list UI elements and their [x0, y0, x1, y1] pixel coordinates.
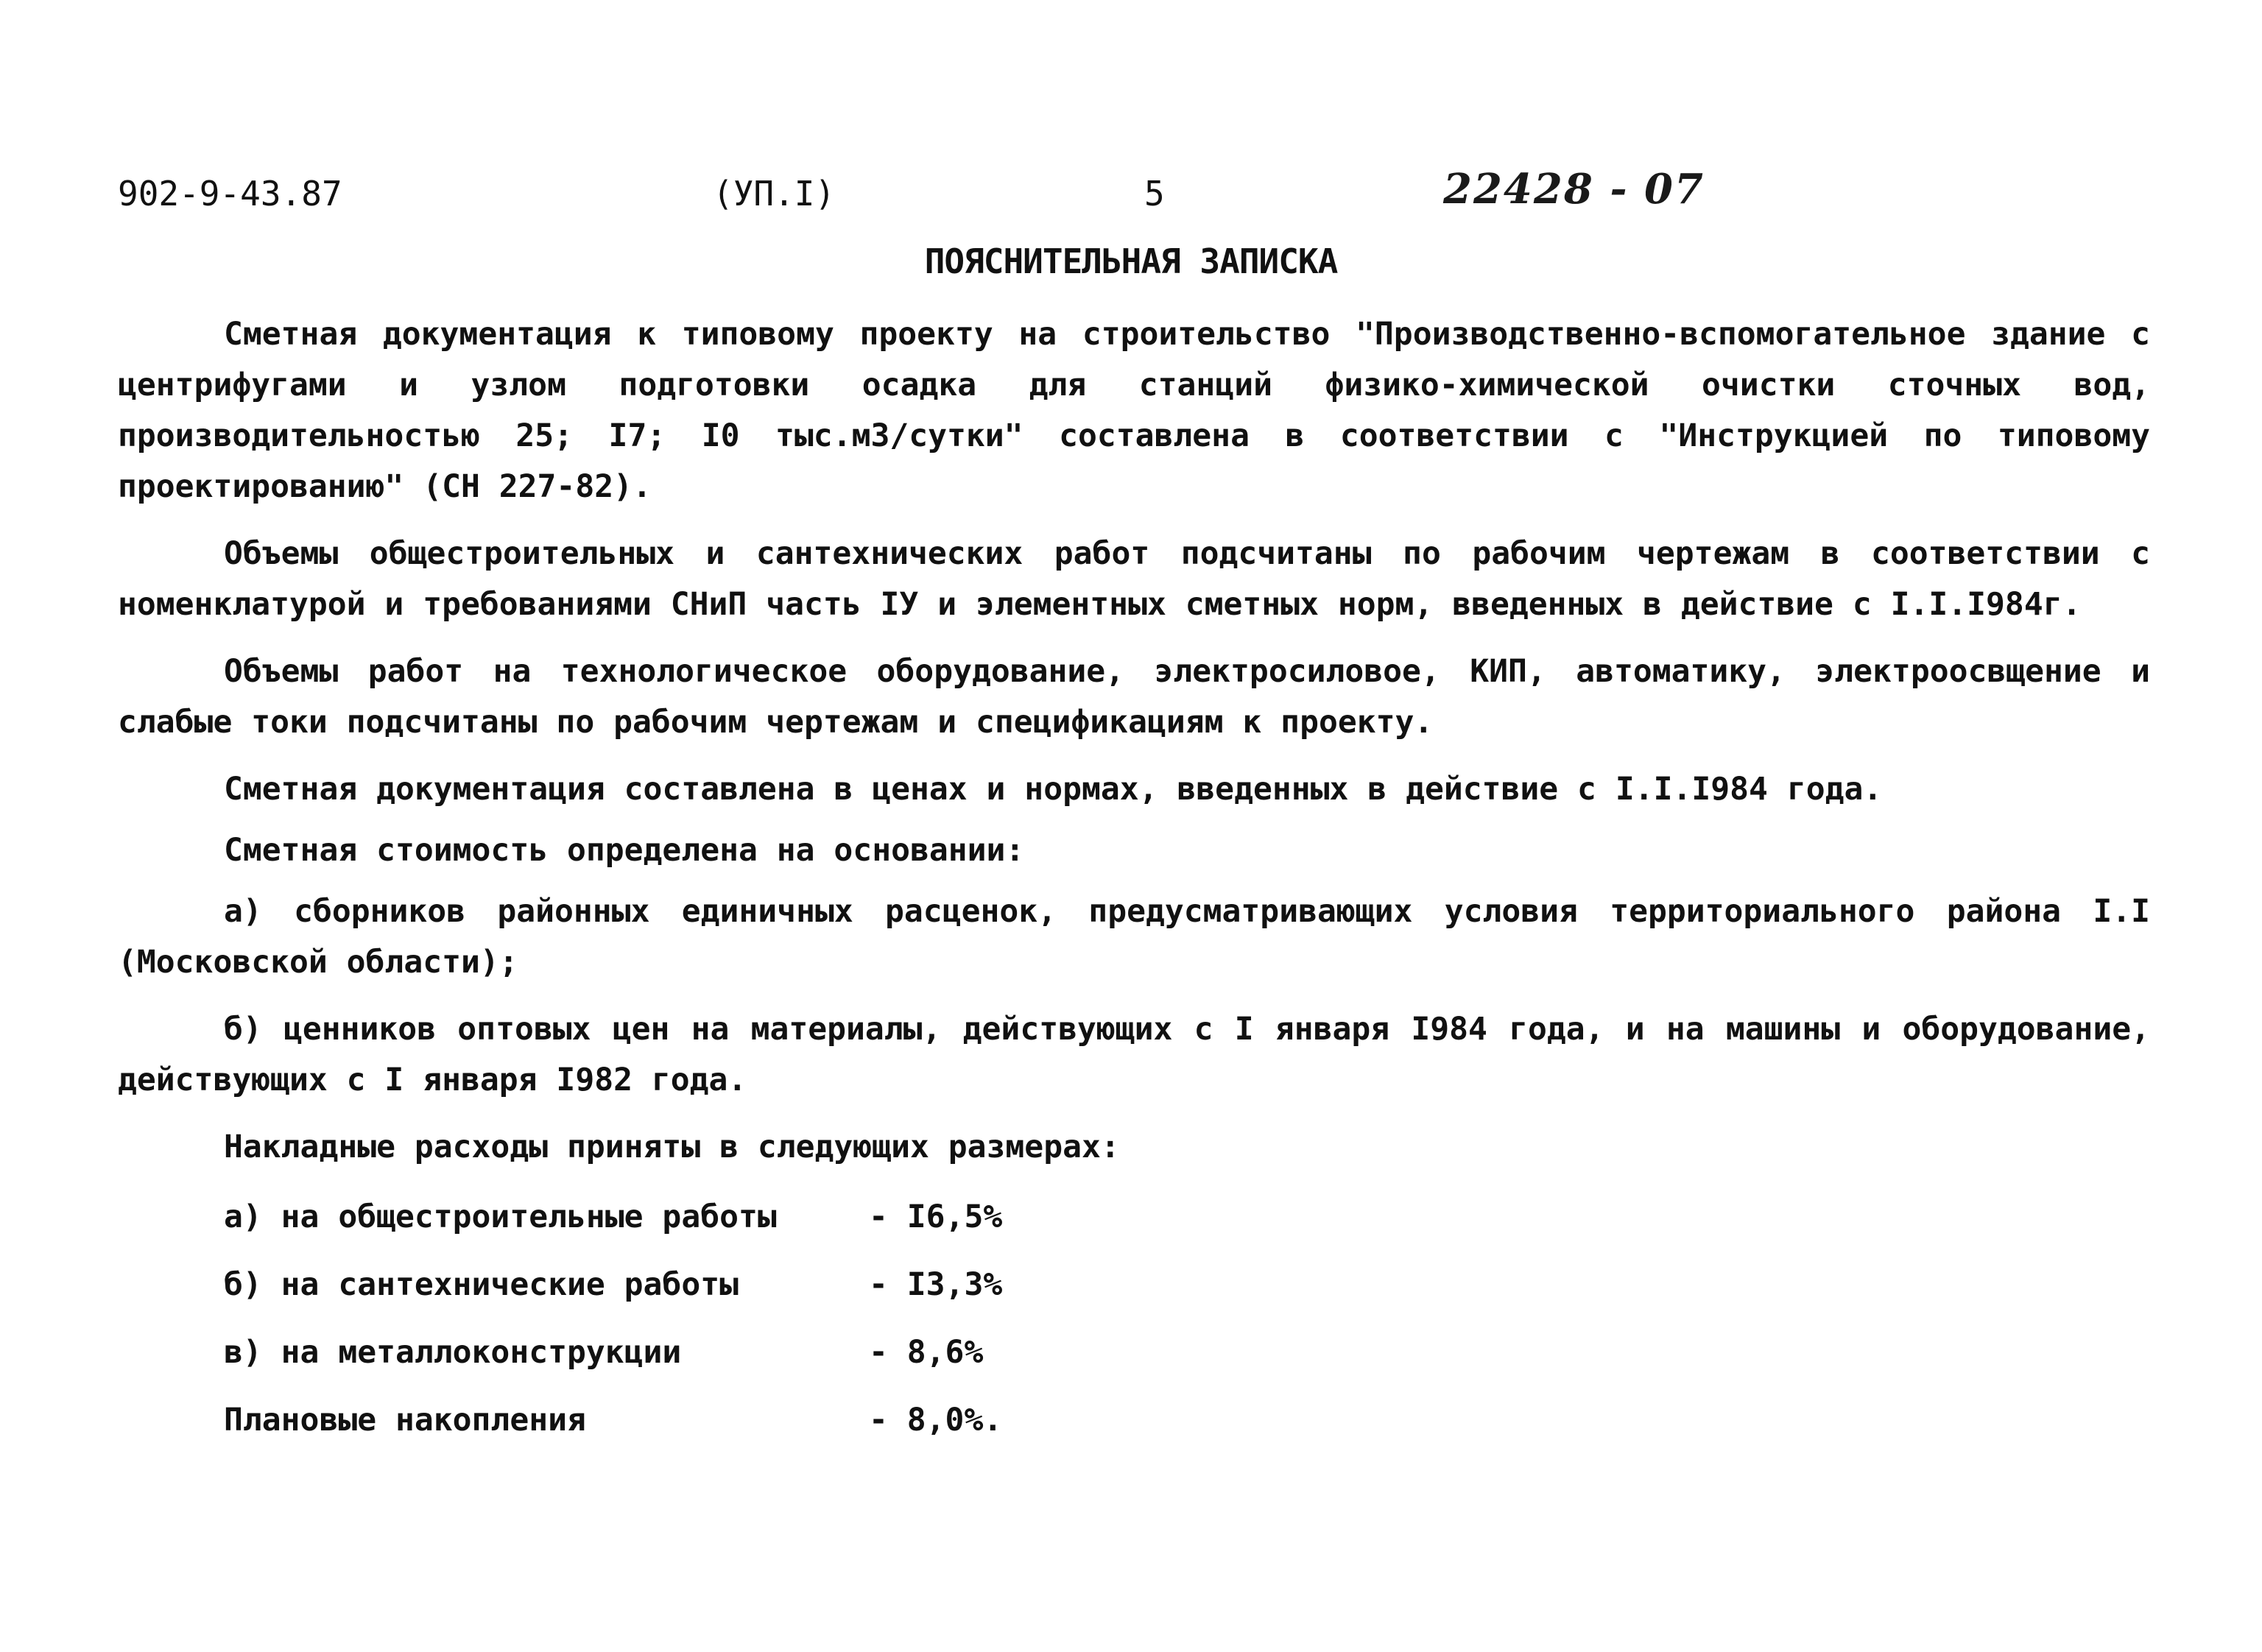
paragraph-cost-basis: Сметная стоимость определена на основании: — [224, 832, 1025, 869]
rate-value: - 8,0%. — [869, 1401, 1003, 1439]
rate-label: Плановые накопления — [224, 1401, 586, 1439]
handwritten-inventory-number: 22428 - 07 — [1443, 165, 1705, 213]
rate-row — [118, 1183, 2150, 1251]
rates-list — [118, 1183, 2150, 1454]
paragraph-overheads: Накладные расходы приняты в следующих размерах: — [224, 1129, 1120, 1165]
rate-label: в) на металлоконструкции — [224, 1333, 682, 1371]
rate-value: - 8,6% — [869, 1333, 984, 1371]
rate-row — [118, 1319, 2150, 1386]
document-code: 902-9-43.87 — [118, 174, 342, 213]
paragraph-item-a: а) сборников районных единичных расценок, предусматривающих условия территориального района I.I (Московской области); — [118, 893, 2150, 981]
paragraph-item-b: б) ценников оптовых цен на материалы, действующих с I января I984 года, и на машины и оборудование, действующих с I января I982 года. — [118, 1011, 2150, 1098]
document-title: ПОЯСНИТЕЛЬНАЯ ЗАПИСКА — [924, 241, 1338, 281]
paragraph-prices: Сметная документация составлена в ценах и нормах, введенных в действие с I.I.I984 года. — [224, 771, 1883, 808]
rate-row — [118, 1251, 2150, 1319]
rate-value: - I6,5% — [869, 1198, 1003, 1235]
rate-row — [118, 1386, 2150, 1454]
document-part: (УП.I) — [713, 174, 836, 213]
document-body — [118, 309, 2150, 1454]
rate-value: - I3,3% — [869, 1266, 1003, 1303]
page-number: 5 — [1144, 174, 1165, 213]
rate-label: б) на сантехнические работы — [224, 1266, 739, 1303]
paragraph-volumes-construction: Объемы общестроительных и сантехнических работ подсчитаны по рабочим чертежам в соответствии с номенклатурой и требованиями СНиП часть IУ и элементных сметных норм, введенных в действие с I.I.I984г. — [118, 535, 2150, 623]
paragraph-volumes-equipment: Объемы работ на технологическое оборудование, электросиловое, КИП, автоматику, электроосвщение и слабые токи подсчитаны по рабочим чертежам и спецификациям к проекту. — [118, 653, 2150, 741]
rate-label: а) на общестроительные работы — [224, 1198, 777, 1235]
page-header — [0, 165, 2262, 225]
paragraph-estimate-intro: Сметная документация к типовому проекту на строительство "Производственно-вспомогательное здание с центрифугами и узлом подготовки осадка для станций физико-химической очистки сточных вод, производительностью 25; I7; I0 тыс.м3/сутки" составлена в соответствии с "Инструкцией по типовому проектированию" (СН 227-82). — [118, 316, 2150, 505]
